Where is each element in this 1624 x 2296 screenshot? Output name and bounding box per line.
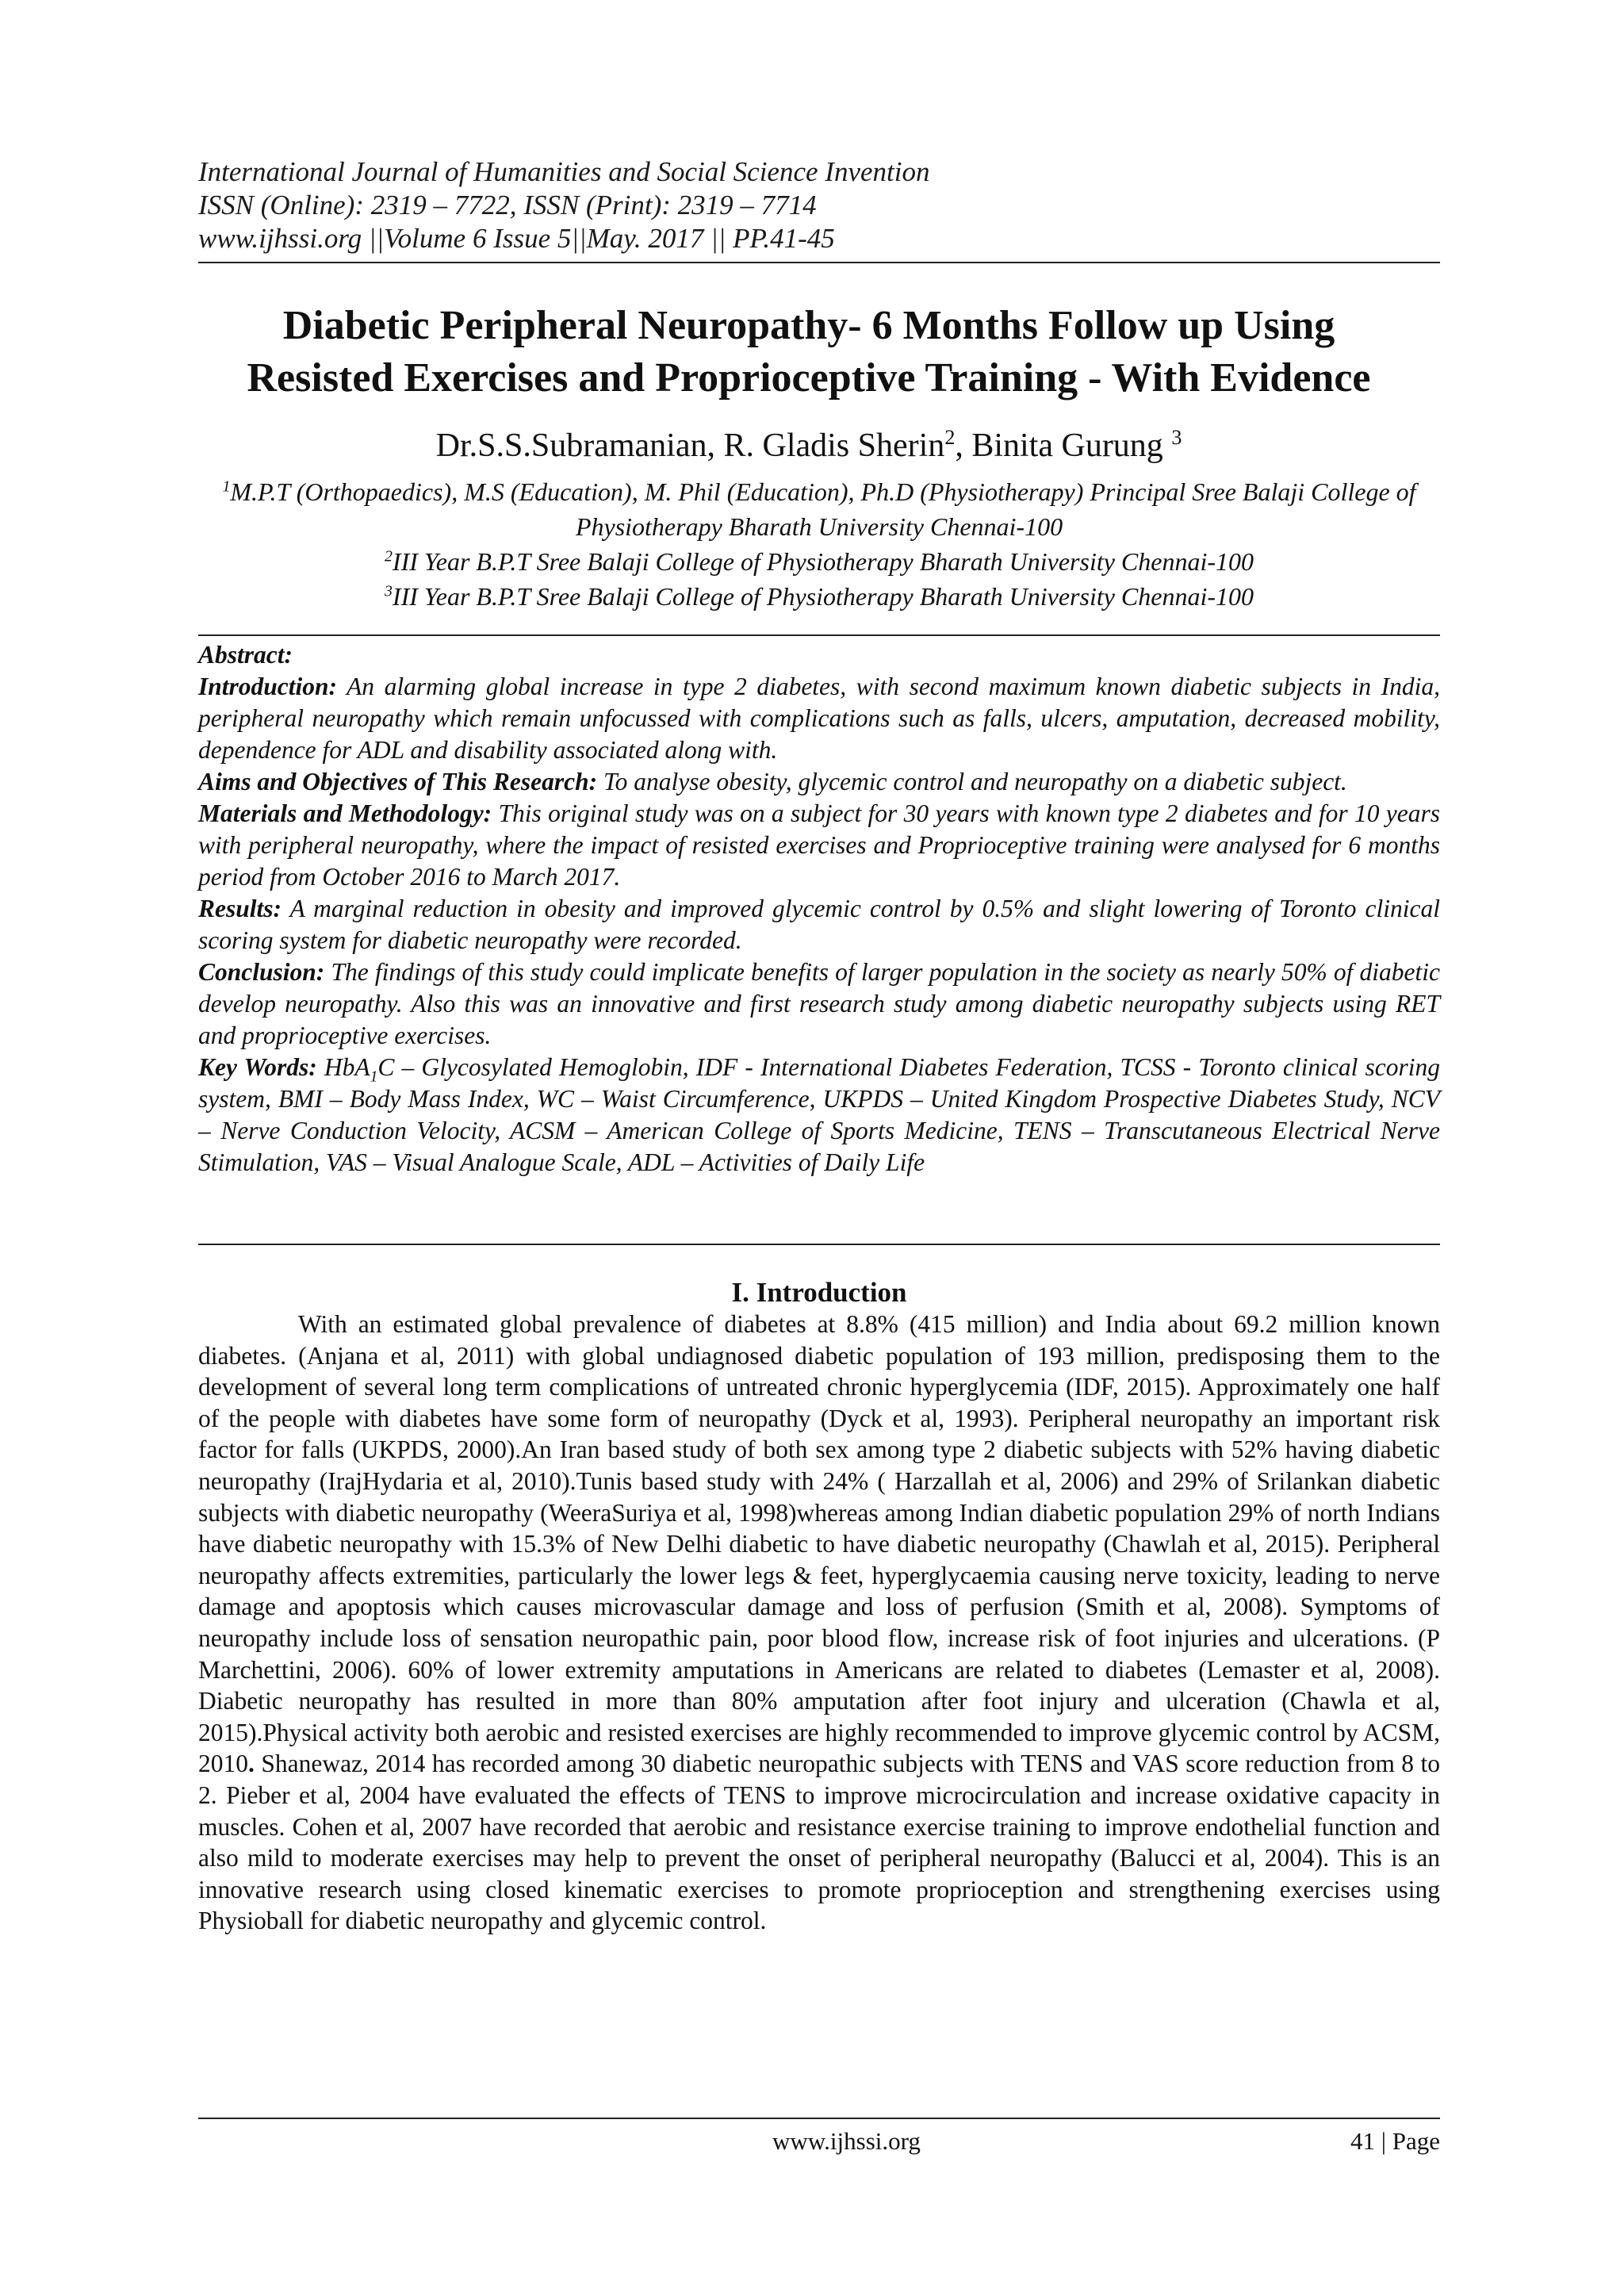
abstract-top-rule bbox=[198, 634, 1440, 636]
introduction-paragraph bbox=[198, 1309, 1440, 1937]
affiliation-2-text: III Year B.P.T Sree Balaji College of Physiotherapy Bharath University Chennai-100 bbox=[392, 547, 1254, 576]
footer-url: www.ijhssi.org bbox=[772, 2127, 921, 2155]
abstract-conclusion-label: Conclusion: bbox=[198, 958, 325, 986]
title-line-1: Diabetic Peripheral Neuropathy- 6 Months Follow up Using bbox=[282, 303, 1335, 348]
affiliation-3 bbox=[198, 579, 1440, 614]
abstract-heading bbox=[198, 639, 1440, 671]
journal-volume: www.ijhssi.org ||Volume 6 Issue 5||May. 2017 || PP.41-45 bbox=[198, 223, 835, 254]
footer-divider bbox=[198, 2118, 1440, 2119]
affiliation-1-sup: 1 bbox=[222, 477, 231, 496]
affiliation-2 bbox=[198, 544, 1440, 579]
paper-title bbox=[159, 300, 1459, 404]
abstract-conclusion bbox=[198, 956, 1440, 1052]
journal-name: International Journal of Humanities and Social Science Invention bbox=[198, 156, 930, 187]
abstract-results bbox=[198, 893, 1440, 956]
affiliations bbox=[198, 474, 1440, 614]
affiliation-1 bbox=[198, 474, 1440, 544]
introduction-text-part-2: Shanewaz, 2014 has recorded among 30 diabetic neuropathic subjects with TENS and VAS score reduction from 8 to 2. Pieber et al, 2004 have evaluated the effects of TENS to improve microcirculation and increase oxidative capacity in muscles. Cohen et al, 2007 have recorded that aerobic and resistance exercise training to improve endothelial function and also mild to moderate exercises may help to prevent the onset of peripheral neuropathy (Balucci et al, 2004). This is an innovative research using closed kinematic exercises to promote proprioception and strengthening exercises using Physioball for diabetic neuropathy and glycemic control. bbox=[198, 1750, 1440, 1935]
header-divider bbox=[198, 262, 1440, 263]
abstract-heading-label: Abstract: bbox=[198, 641, 293, 669]
journal-issn: ISSN (Online): 2319 – 7722, ISSN (Print): 2319 – 7714 bbox=[198, 190, 817, 220]
abstract bbox=[198, 639, 1440, 1179]
abstract-results-label: Results: bbox=[198, 895, 282, 922]
abstract-conclusion-text: The findings of this study could implicate benefits of larger population in the society as nearly 50% of diabetic develop neuropathy. Also this was an innovative and first research study among diabetic neuropathy subjects using RET and proprioceptive exercises. bbox=[198, 958, 1440, 1049]
abstract-aims-text: To analyse obesity, glycemic control and neuropathy on a diabetic subject. bbox=[597, 768, 1347, 795]
abstract-aims bbox=[198, 766, 1440, 798]
introduction-bold-period: . bbox=[248, 1750, 255, 1778]
introduction-text-part-1: With an estimated global prevalence of diabetes at 8.8% (415 million) and India about 69.2 million known diabetes. (Anjana et al, 2011) with global undiagnosed diabetic population of 193 million, predisposing them to the development of several long term complications of untreated chronic hyperglycemia (IDF, 2015). Approximately one half of the people with diabetes have some form of neuropathy (Dyck et al, 1993). Peripheral neuropathy an important risk factor for falls (UKPDS, 2000).An Iran based study of both sex among type 2 diabetic subjects with 52% having diabetic neuropathy (IrajHydaria et al, 2010).Tunis based study with 24% ( Harzallah et al, 2006) and 29% of Srilankan diabetic subjects with diabetic neuropathy (WeeraSuriya et al, 1998)whereas among Indian diabetic population 29% of north Indians have diabetic neuropathy with 15.3% of New Delhi diabetic to have diabetic neuropathy (Chawlah et al, 2015). Peripheral neuropathy affects extremities, particularly the lower legs & feet, hyperglycaemia causing nerve toxicity, leading to nerve damage and apoptosis which causes microvascular damage and loss of perfusion (Smith et al, 2008). Symptoms of neuropathy include loss of sensation neuropathic pain, poor blood flow, increase risk of foot injuries and ulcerations. (P Marchettini, 2006). 60% of lower extremity amputations in Americans are related to diabetes (Lemaster et al, 2008). Diabetic neuropathy has resulted in more than 80% amputation after foot injury and ulceration (Chawla et al, 2015).Physical activity both aerobic and resisted exercises are highly recommended to improve glycemic control by ACSM, 2010 bbox=[198, 1310, 1440, 1778]
abstract-keywords-hba: HbA bbox=[316, 1053, 370, 1081]
affiliation-1-text: M.P.T (Orthopaedics), M.S (Education), M. Phil (Education), Ph.D (Physiotherapy) Principal Sree Balaji College of Physiotherapy Bharath University Chennai-100 bbox=[230, 477, 1416, 541]
author-1: Dr.S.S.Subramanian, R. Gladis Sherin bbox=[435, 427, 945, 464]
affiliation-3-text: III Year B.P.T Sree Balaji College of Physiotherapy Bharath University Chennai-100 bbox=[392, 582, 1254, 611]
abstract-methods-text: This original study was on a subject for 30 years with known type 2 diabetes and for 10 years with peripheral neuropathy, where the impact of resisted exercises and Proprioceptive training were analysed for 6 months period from October 2016 to March 2017. bbox=[198, 799, 1441, 891]
abstract-methods-label: Materials and Methodology: bbox=[198, 799, 492, 827]
page-number: 41 | Page bbox=[1350, 2127, 1440, 2155]
abstract-keywords-label: Key Words: bbox=[198, 1053, 317, 1081]
abstract-keywords bbox=[198, 1052, 1440, 1179]
title-line-2: Resisted Exercises and Proprioceptive Training - With Evidence bbox=[247, 355, 1371, 401]
affiliation-3-sup: 3 bbox=[384, 582, 393, 600]
abstract-results-text: A marginal reduction in obesity and improved glycemic control by 0.5% and slight lowering of Toronto clinical scoring system for diabetic neuropathy were recorded. bbox=[198, 895, 1440, 954]
abstract-introduction-label: Introduction: bbox=[198, 673, 338, 700]
section-heading-introduction: I. Introduction bbox=[731, 1277, 907, 1308]
affiliation-2-sup: 2 bbox=[384, 547, 393, 565]
author-list bbox=[159, 425, 1459, 466]
abstract-bottom-rule bbox=[198, 1244, 1440, 1245]
abstract-introduction bbox=[198, 671, 1440, 766]
author-2-sup: 3 bbox=[1171, 426, 1182, 449]
abstract-introduction-text: An alarming global increase in type 2 diabetes, with second maximum known diabetic subjects in India, peripheral neuropathy which remain unfocussed with complications such as falls, ulcers, amputation, decreased mobility, dependence for ADL and disability associated along with. bbox=[198, 673, 1440, 764]
journal-header bbox=[198, 155, 1440, 255]
abstract-aims-label: Aims and Objectives of This Research: bbox=[198, 768, 598, 795]
author-2: , Binita Gurung bbox=[955, 427, 1172, 464]
abstract-keywords-text: C – Glycosylated Hemoglobin, IDF - International Diabetes Federation, TCSS - Toronto clinical scoring system, BMI – Body Mass Index, WC – Waist Circumference, UKPDS – United Kingdom Prospective Diabetes Study, NCV – Nerve Conduction Velocity, ACSM – American College of Sports Medicine, TENS – Transcutaneous Electrical Nerve Stimulation, VAS – Visual Analogue Scale, ADL – Activities of Daily Life bbox=[198, 1053, 1440, 1176]
abstract-keywords-sub: 1 bbox=[370, 1068, 378, 1086]
author-1-sup: 2 bbox=[944, 426, 956, 449]
abstract-methods bbox=[198, 798, 1440, 893]
